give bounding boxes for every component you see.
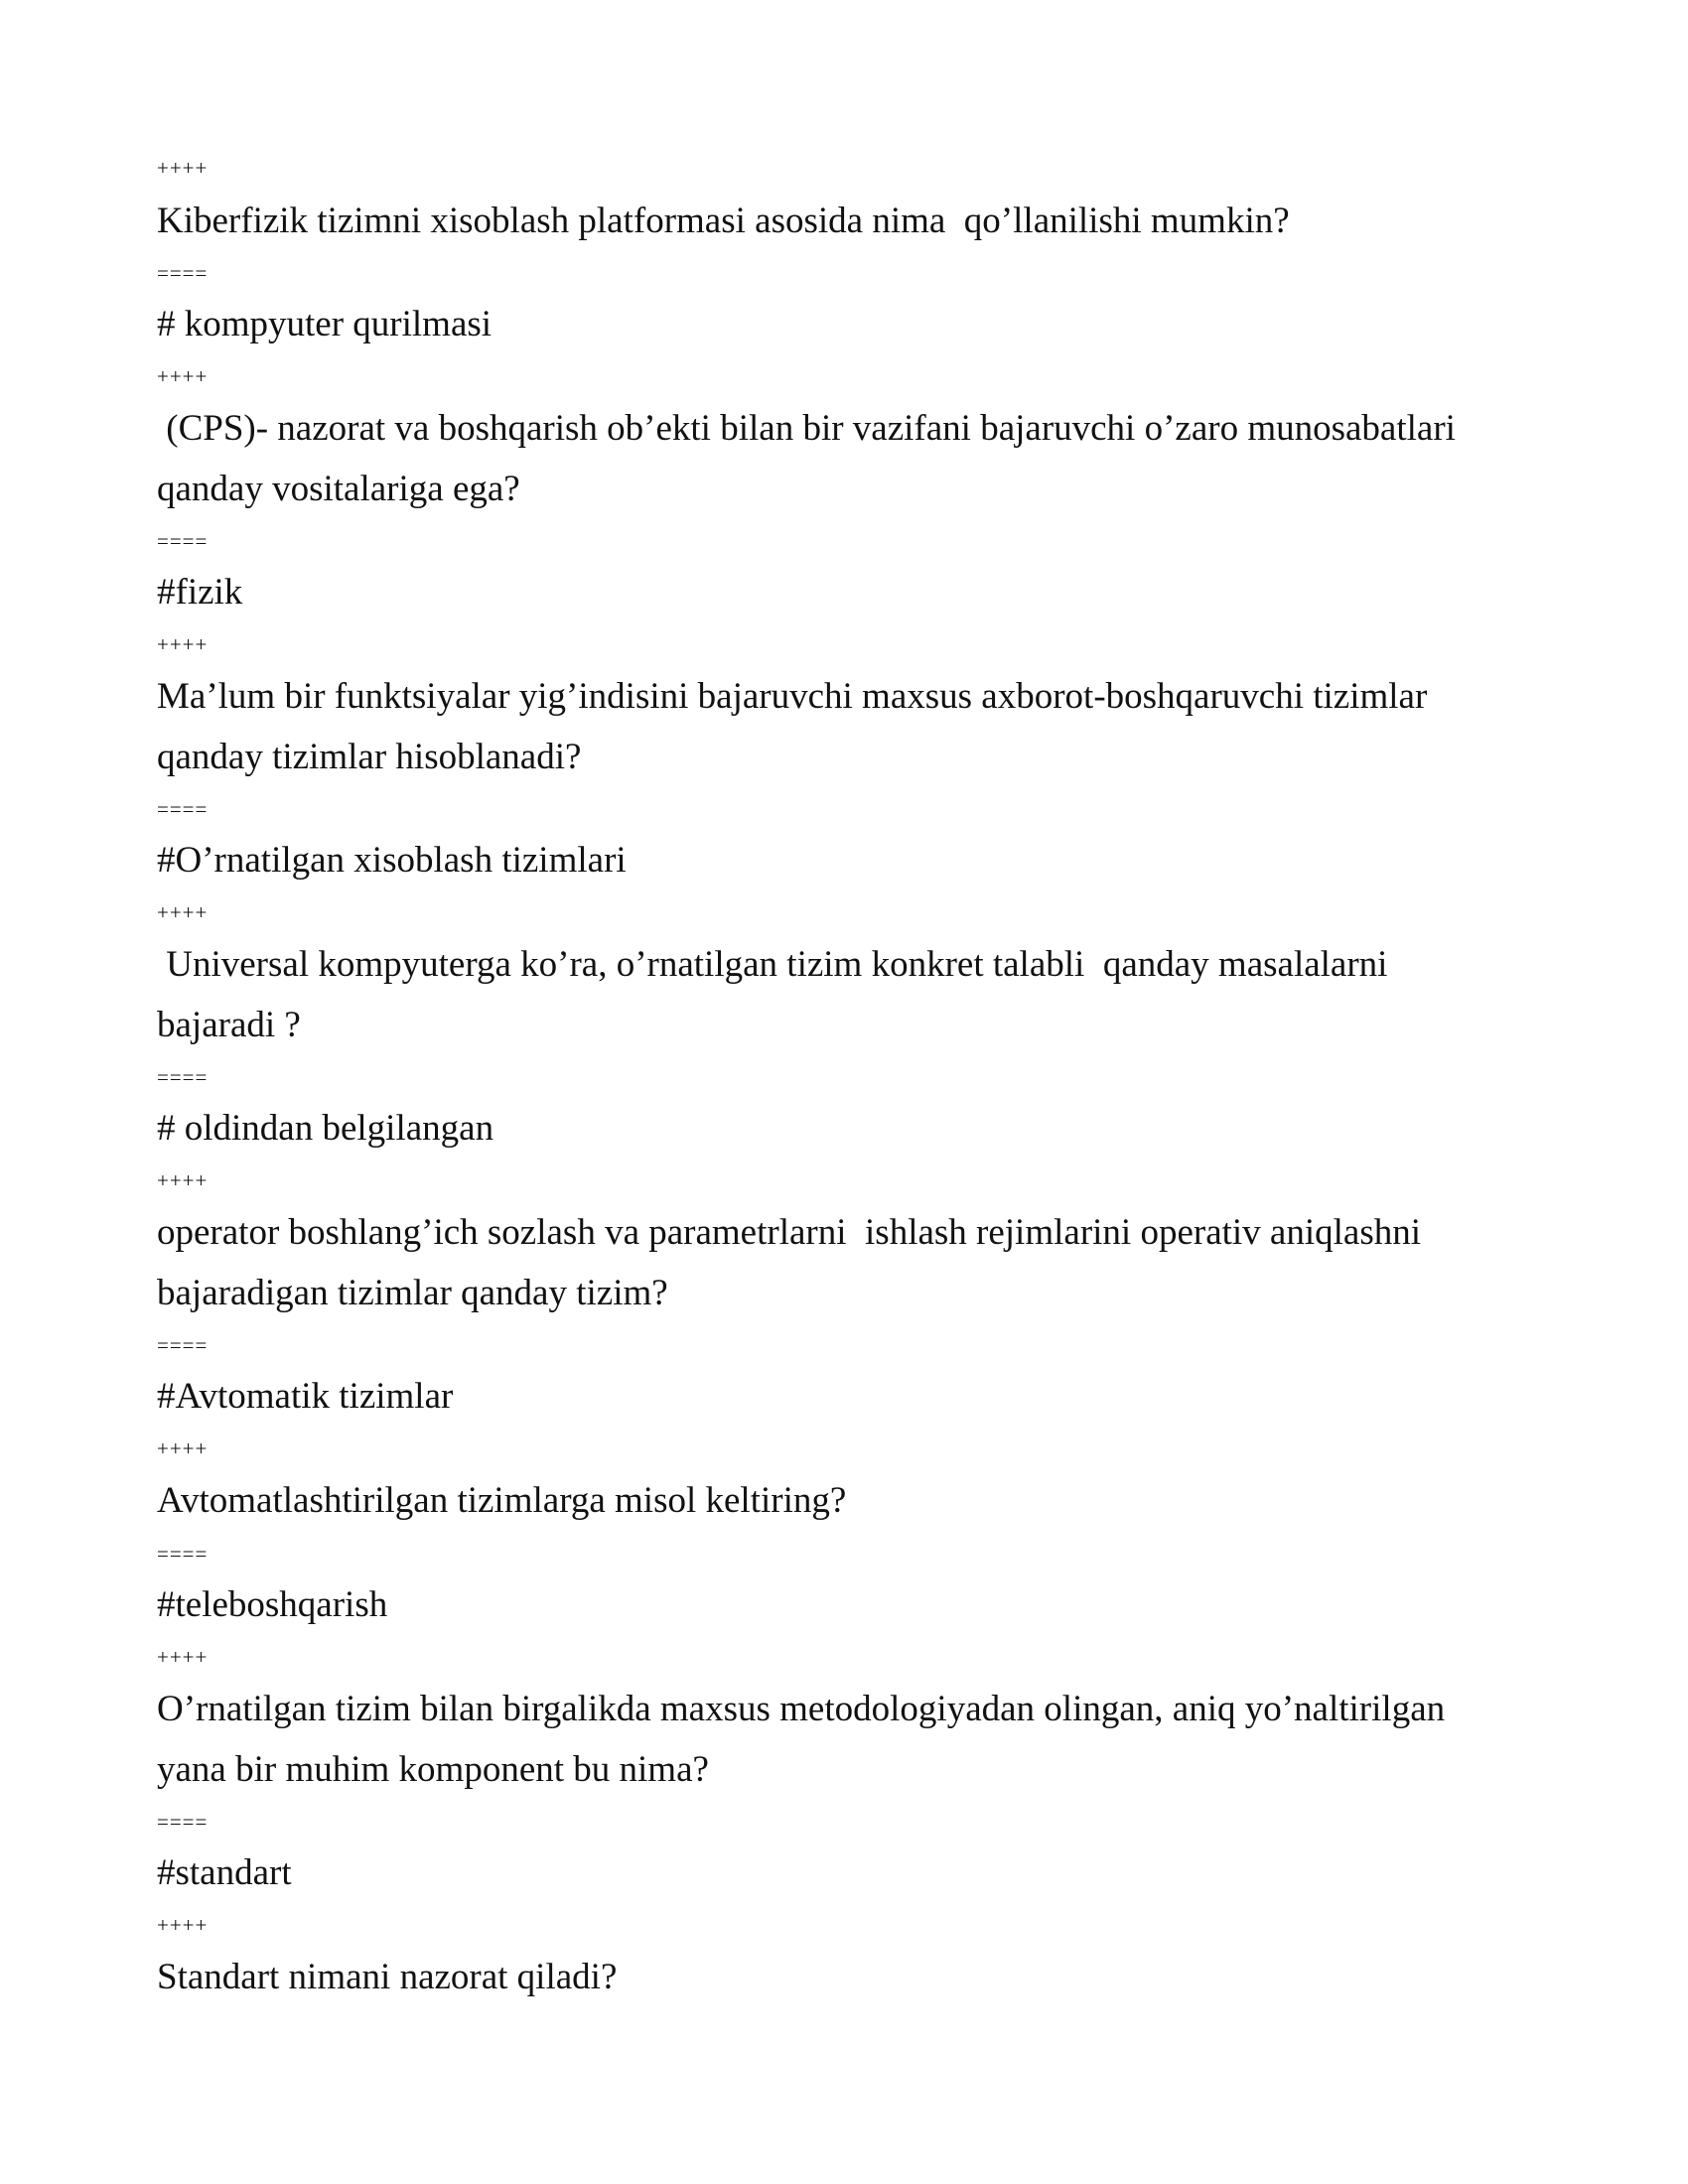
- question-text: Standart nimani nazorat qiladi?: [157, 1957, 618, 1997]
- separator-plus: ++++: [157, 1436, 209, 1460]
- separator-equal: ====: [157, 1333, 209, 1357]
- answer-text: #O’rnatilgan xisoblash tizimlari: [157, 840, 627, 881]
- separator-plus: ++++: [157, 1168, 209, 1192]
- answer-text: #fizik: [157, 572, 243, 613]
- question-text: Universal kompyuterga ko’ra, o’rnatilgan tizim konkret talabli qanday masalalarni: [157, 944, 1388, 985]
- question-text: qanday vositalariga ega?: [157, 469, 520, 509]
- question-text: Avtomatlashtirilgan tizimlarga misol keltiring?: [157, 1480, 847, 1521]
- question-text: (CPS)- nazorat va boshqarish ob’ekti bilan bir vazifani bajaruvchi o’zaro munosabatlari: [157, 408, 1456, 449]
- separator-equal: ====: [157, 529, 209, 553]
- separator-plus: ++++: [157, 156, 209, 180]
- separator-equal: ====: [157, 1542, 209, 1566]
- answer-text: # kompyuter qurilmasi: [157, 304, 492, 344]
- question-text: Ma’lum bir funktsiyalar yig’indisini bajaruvchi maxsus axborot-boshqaruvchi tizimlar: [157, 676, 1428, 717]
- question-text: qanday tizimlar hisoblanadi?: [157, 737, 582, 777]
- separator-equal: ====: [157, 1810, 209, 1834]
- answer-text: #standart: [157, 1852, 292, 1893]
- separator-plus: ++++: [157, 632, 209, 656]
- separator-plus: ++++: [157, 1645, 209, 1669]
- question-text: yana bir muhim komponent bu nima?: [157, 1749, 709, 1790]
- question-text: bajaradi ?: [157, 1005, 301, 1045]
- separator-plus: ++++: [157, 1913, 209, 1937]
- question-text: Kiberfizik tizimni xisoblash platformasi asosida nima qo’llanilishi mumkin?: [157, 201, 1290, 241]
- answer-text: #Avtomatik tizimlar: [157, 1376, 454, 1417]
- question-text: bajaradigan tizimlar qanday tizim?: [157, 1273, 668, 1313]
- separator-equal: ====: [157, 261, 209, 285]
- question-text: O’rnatilgan tizim bilan birgalikda maxsus metodologiyadan olingan, aniq yo’naltirilgan: [157, 1689, 1446, 1729]
- separator-equal: ====: [157, 797, 209, 821]
- question-text: operator boshlang’ich sozlash va parametrlarni ishlash rejimlarini operativ aniqlashni: [157, 1212, 1422, 1253]
- answer-text: # oldindan belgilangan: [157, 1108, 494, 1149]
- separator-plus: ++++: [157, 364, 209, 388]
- separator-equal: ====: [157, 1065, 209, 1089]
- separator-plus: ++++: [157, 900, 209, 924]
- answer-text: #teleboshqarish: [157, 1584, 388, 1625]
